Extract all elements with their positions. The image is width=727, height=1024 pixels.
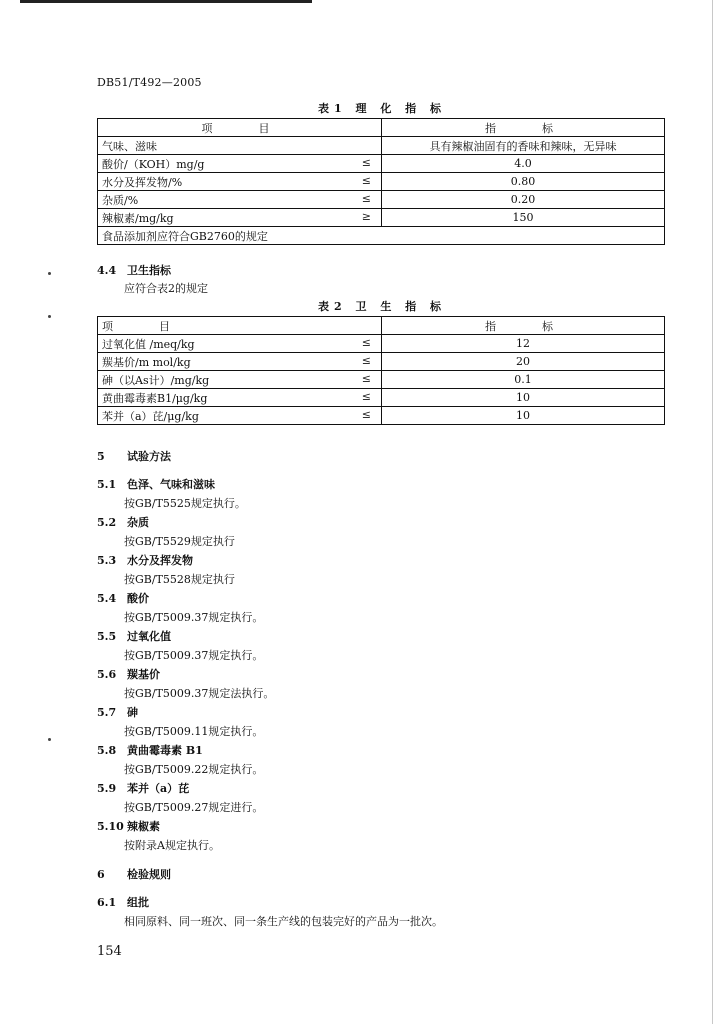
section-6-1-text: 相同原料、同一班次、同一条生产线的包装完好的产品为一批次。 bbox=[124, 915, 443, 928]
table1-sym: ≤ bbox=[361, 191, 371, 205]
method-text: 按GB/T5009.27规定进行。 bbox=[124, 801, 264, 814]
method-title: 黄曲霉毒素 B1 bbox=[127, 744, 203, 757]
method-text: 按GB/T5529规定执行 bbox=[124, 535, 235, 548]
method-text: 按GB/T5009.37规定执行。 bbox=[124, 649, 264, 662]
table-row bbox=[98, 173, 665, 191]
table2-sym: ≤ bbox=[361, 371, 371, 385]
section-6-1-heading bbox=[97, 894, 149, 910]
table1-head-value: 指 标 bbox=[382, 119, 665, 137]
table1-item: 酸价/（KOH）mg/g bbox=[102, 157, 205, 171]
method-title: 水分及挥发物 bbox=[127, 554, 193, 567]
section-6-heading bbox=[97, 866, 171, 882]
method-heading bbox=[97, 742, 203, 758]
method-heading bbox=[97, 666, 160, 682]
method-number: 5.8 bbox=[97, 744, 117, 757]
section-title: 试验方法 bbox=[127, 450, 171, 463]
table1-sym: ≤ bbox=[361, 173, 371, 187]
scan-mark bbox=[48, 315, 51, 318]
method-text: 按GB/T5009.37规定法执行。 bbox=[124, 687, 275, 700]
table1-sym: ≤ bbox=[361, 155, 371, 169]
method-title: 苯并（a）芘 bbox=[127, 782, 190, 795]
method-text: 按GB/T5009.22规定执行。 bbox=[124, 763, 264, 776]
table1-value: 具有辣椒油固有的香味和辣味，无异味 bbox=[382, 137, 665, 155]
method-number: 5.7 bbox=[97, 706, 117, 719]
table-row bbox=[98, 137, 665, 155]
section-4-4-text: 应符合表2的规定 bbox=[124, 282, 208, 295]
table1-item: 水分及挥发物/% bbox=[102, 175, 183, 189]
method-text: 按GB/T5009.11规定执行。 bbox=[124, 725, 264, 738]
method-title: 酸价 bbox=[127, 592, 149, 605]
section-5-heading bbox=[97, 448, 171, 464]
section-title: 组批 bbox=[127, 896, 149, 909]
top-border-line bbox=[20, 0, 312, 3]
section-number: 6 bbox=[97, 868, 105, 881]
table2-value: 0.1 bbox=[382, 371, 665, 389]
table-row bbox=[98, 335, 665, 353]
table1-sym: ≥ bbox=[361, 209, 371, 223]
table2-item: 黄曲霉毒素B1/μg/kg bbox=[102, 391, 208, 405]
method-text: 按附录A规定执行。 bbox=[124, 839, 220, 852]
table-row bbox=[98, 353, 665, 371]
page-number: 154 bbox=[97, 944, 122, 959]
section-title: 检验规则 bbox=[127, 868, 171, 881]
table2-head-value: 指 标 bbox=[382, 317, 665, 335]
table2-sym: ≤ bbox=[361, 407, 371, 421]
method-text: 按GB/T5009.37规定执行。 bbox=[124, 611, 264, 624]
method-text: 按GB/T5528规定执行 bbox=[124, 573, 235, 586]
table-row bbox=[98, 371, 665, 389]
table2-item: 过氧化值 /meq/kg bbox=[102, 337, 195, 351]
method-heading bbox=[97, 818, 160, 834]
table2-item: 苯并（a）芘/μg/kg bbox=[102, 409, 199, 423]
table1 bbox=[97, 118, 665, 245]
method-title: 砷 bbox=[127, 706, 138, 719]
table1-note-row bbox=[98, 227, 665, 245]
table1-caption: 表1 理 化 指 标 bbox=[318, 102, 446, 115]
method-title: 色泽、气味和滋味 bbox=[127, 478, 215, 491]
section-number: 6.1 bbox=[97, 896, 117, 909]
method-heading bbox=[97, 628, 171, 644]
method-heading bbox=[97, 552, 193, 568]
method-heading bbox=[97, 780, 189, 796]
scan-mark bbox=[48, 272, 51, 275]
table2-item: 羰基价/m mol/kg bbox=[102, 355, 191, 369]
method-title: 过氧化值 bbox=[127, 630, 171, 643]
method-heading bbox=[97, 590, 149, 606]
table1-value: 4.0 bbox=[382, 155, 665, 173]
table2-sym: ≤ bbox=[361, 353, 371, 367]
table-row bbox=[98, 155, 665, 173]
table1-header-row bbox=[98, 119, 665, 137]
section-4-4-heading bbox=[97, 262, 171, 278]
method-title: 辣椒素 bbox=[127, 820, 160, 833]
table2-value: 10 bbox=[382, 389, 665, 407]
table1-item: 气味、滋味 bbox=[102, 139, 157, 153]
table-row bbox=[98, 407, 665, 425]
right-margin-line bbox=[712, 0, 713, 1024]
table2-header-row bbox=[98, 317, 665, 335]
table2-caption: 表2 卫 生 指 标 bbox=[318, 300, 446, 313]
section-number: 5 bbox=[97, 450, 105, 463]
method-heading bbox=[97, 514, 149, 530]
document-code: DB51/T492—2005 bbox=[97, 76, 202, 89]
table1-value: 150 bbox=[382, 209, 665, 227]
table1-head-item: 项 目 bbox=[98, 119, 382, 137]
table-row bbox=[98, 389, 665, 407]
method-number: 5.1 bbox=[97, 478, 117, 491]
table2-sym: ≤ bbox=[361, 389, 371, 403]
method-number: 5.2 bbox=[97, 516, 117, 529]
method-heading bbox=[97, 476, 215, 492]
method-title: 羰基价 bbox=[127, 668, 160, 681]
table2-value: 10 bbox=[382, 407, 665, 425]
table1-item: 辣椒素/mg/kg bbox=[102, 211, 174, 225]
table2 bbox=[97, 316, 665, 425]
table1-note: 食品添加剂应符合GB2760的规定 bbox=[98, 227, 665, 245]
table2-head-item: 项 目 bbox=[98, 317, 382, 335]
scan-mark bbox=[48, 738, 51, 741]
table-row bbox=[98, 209, 665, 227]
table1-value: 0.20 bbox=[382, 191, 665, 209]
table1-item: 杂质/% bbox=[102, 193, 139, 207]
table2-value: 12 bbox=[382, 335, 665, 353]
section-number: 4.4 bbox=[97, 264, 117, 277]
method-number: 5.5 bbox=[97, 630, 117, 643]
method-number: 5.9 bbox=[97, 782, 117, 795]
method-number: 5.10 bbox=[97, 820, 124, 833]
table2-value: 20 bbox=[382, 353, 665, 371]
table1-value: 0.80 bbox=[382, 173, 665, 191]
table2-item: 砷（以As计）/mg/kg bbox=[102, 373, 210, 387]
section-title: 卫生指标 bbox=[127, 264, 171, 277]
method-number: 5.3 bbox=[97, 554, 117, 567]
method-number: 5.6 bbox=[97, 668, 117, 681]
table-row bbox=[98, 191, 665, 209]
method-text: 按GB/T5525规定执行。 bbox=[124, 497, 246, 510]
method-heading bbox=[97, 704, 138, 720]
method-title: 杂质 bbox=[127, 516, 149, 529]
method-number: 5.4 bbox=[97, 592, 117, 605]
table2-sym: ≤ bbox=[361, 335, 371, 349]
